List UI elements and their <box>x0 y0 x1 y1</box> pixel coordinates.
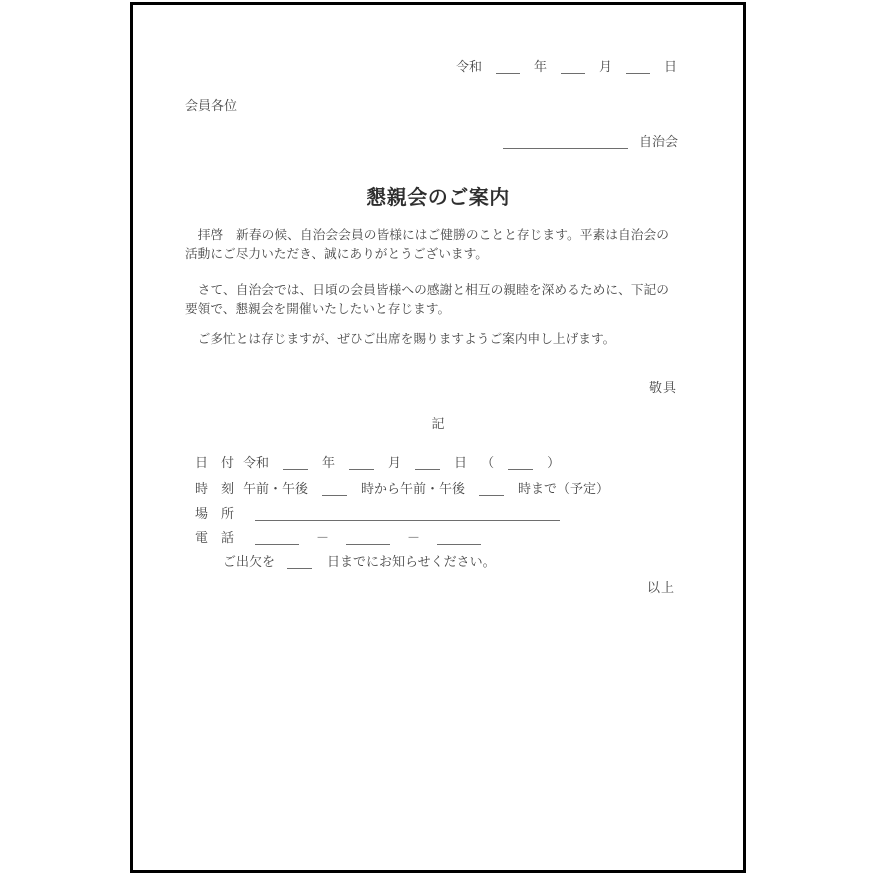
place-blank-field <box>255 509 560 521</box>
date-day-blank-field <box>415 458 440 470</box>
detail-row-place <box>195 503 560 522</box>
issue-date-line <box>456 56 677 75</box>
date-year-blank-field <box>283 458 308 470</box>
day-suffix-label: 日 <box>663 60 677 75</box>
greeting-paragraph: 拝啓 新春の候、自治会会員の皆様にはご健勝のことと存じます。平素は自治会の活動にご尽力いただき、誠にありがとうございます。 <box>185 227 669 261</box>
rsvp-prefix-label: ご出欠を <box>223 555 276 570</box>
purpose-paragraph: さて、自治会では、日頃の会員皆様への感謝と相互の親睦を深めるために、下記の要領で、懇親会を開催いたしたいと存じます。 <box>185 282 669 316</box>
rsvp-suffix-label: 日までにお知らせください。 <box>327 555 496 570</box>
weekday-paren-open: （ <box>481 456 495 471</box>
time-ampm-label: 午前・午後 <box>243 482 309 497</box>
month-suffix-label: 月 <box>598 60 612 75</box>
era-label: 令和 <box>455 60 482 75</box>
date-row-label: 日 付 <box>195 456 235 471</box>
phone-part2-blank-field <box>346 533 390 545</box>
phone-part3-blank-field <box>437 533 481 545</box>
detail-row-date <box>195 452 560 471</box>
date-day-suffix: 日 <box>454 456 468 471</box>
place-row-label: 場 所 <box>195 507 235 522</box>
issue-day-blank-field <box>626 62 650 74</box>
request-paragraph: ご多忙とは存じますが、ぜひご出席を賜りますようご案内申し上げます。 <box>185 331 616 346</box>
end-hour-blank-field <box>479 484 504 496</box>
document-title: 懇親会のご案内 <box>366 185 510 209</box>
detail-row-phone <box>195 527 481 546</box>
record-marker: 記 <box>431 417 445 432</box>
date-era-label: 令和 <box>243 456 270 471</box>
rsvp-day-blank-field <box>287 557 312 569</box>
recipient-line: 会員各位 <box>185 99 238 114</box>
time-from-ampm-label: 時から午前・午後 <box>361 482 466 497</box>
time-until-label: 時まで（予定） <box>518 482 610 497</box>
sender-line <box>503 131 678 150</box>
letter-page <box>130 2 746 873</box>
date-year-suffix: 年 <box>322 456 336 471</box>
weekday-paren-close: ） <box>547 456 561 471</box>
detail-row-rsvp <box>223 551 496 570</box>
date-month-blank-field <box>349 458 374 470</box>
sender-suffix-label: 自治会 <box>638 135 678 150</box>
issue-month-blank-field <box>561 62 585 74</box>
date-month-suffix: 月 <box>388 456 402 471</box>
phone-part1-blank-field <box>255 533 299 545</box>
phone-row-label: 電 話 <box>195 531 235 546</box>
sender-name-blank-field <box>503 137 628 149</box>
start-hour-blank-field <box>322 484 347 496</box>
phone-dash-2: － <box>407 531 421 546</box>
weekday-blank-field <box>508 458 533 470</box>
detail-row-time <box>195 478 609 497</box>
end-marker: 以上 <box>646 581 675 596</box>
time-row-label: 時 刻 <box>195 482 235 497</box>
issue-year-blank-field <box>496 62 520 74</box>
year-suffix-label: 年 <box>533 60 547 75</box>
closing-word: 敬具 <box>648 381 677 396</box>
phone-dash-1: － <box>316 531 330 546</box>
